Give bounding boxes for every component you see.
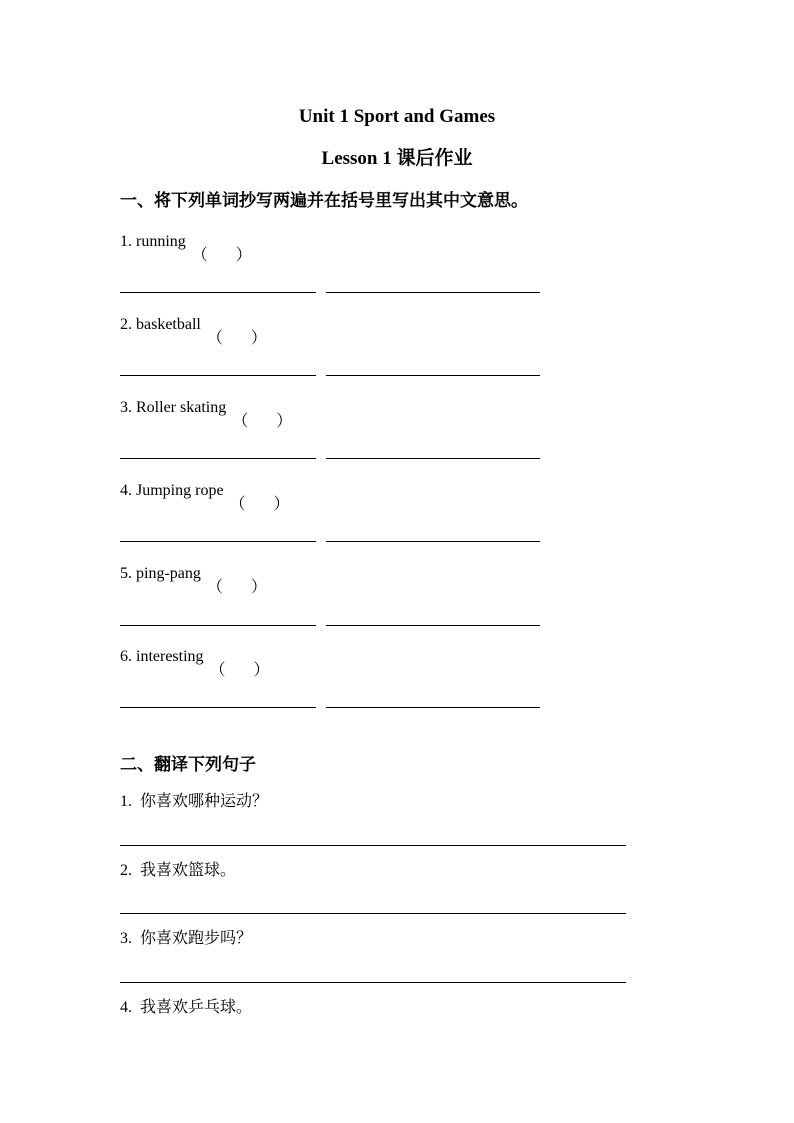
answer-line[interactable] <box>120 982 626 983</box>
word-label: 5. ping-pang <box>120 565 201 582</box>
word-label: 3. Roller skating <box>120 399 227 416</box>
copy-line-second[interactable] <box>326 375 540 376</box>
sentence-text: 你喜欢跑步吗？ <box>140 928 253 947</box>
section1-heading: 一、将下列单词抄写两遍并在括号里写出其中文意思。 <box>120 191 528 210</box>
copy-line-first[interactable] <box>120 707 316 708</box>
sentence-number: 4. <box>120 999 132 1016</box>
word-label: 2. basketball <box>120 316 201 333</box>
copy-line-first[interactable] <box>120 625 316 626</box>
unit-title: Unit 1 Sport and Games <box>298 106 496 127</box>
sentence-number: 2. <box>120 862 132 879</box>
answer-line[interactable] <box>120 913 626 914</box>
copy-line-second[interactable] <box>326 541 540 542</box>
word-label: 4. Jumping rope <box>120 482 224 499</box>
word-item: 2. basketball （ ） <box>120 316 267 347</box>
sentence-text: 我喜欢乒乓球。 <box>140 997 253 1016</box>
copy-line-first[interactable] <box>120 541 316 542</box>
word-item: 5. ping-pang （ ） <box>120 565 267 596</box>
sentence-number: 3. <box>120 930 132 947</box>
answer-line[interactable] <box>120 845 626 846</box>
word-label: 1. running <box>120 233 186 250</box>
word-label: 6. interesting <box>120 648 204 665</box>
sentence-item <box>120 997 252 1018</box>
copy-line-second[interactable] <box>326 707 540 708</box>
copy-line-first[interactable] <box>120 292 316 293</box>
sentence-number: 1. <box>120 793 132 810</box>
sentence-item <box>120 791 268 812</box>
sentence-text: 你喜欢哪种运动？ <box>140 791 269 810</box>
word-item: 3. Roller skating （ ） <box>120 399 293 430</box>
copy-line-second[interactable] <box>326 292 540 293</box>
lesson-title: Lesson 1 课后作业 <box>321 148 473 169</box>
sentence-text: 我喜欢篮球。 <box>140 860 237 879</box>
word-item: 4. Jumping rope （ ） <box>120 482 290 513</box>
section2-heading: 二、翻译下列句子 <box>120 755 256 774</box>
copy-line-second[interactable] <box>326 458 540 459</box>
sentence-item <box>120 928 252 949</box>
sentence-item <box>120 860 236 881</box>
word-item: 1. running （ ） <box>120 233 252 264</box>
word-item: 6. interesting （ ） <box>120 648 270 679</box>
copy-line-first[interactable] <box>120 375 316 376</box>
copy-line-second[interactable] <box>326 625 540 626</box>
copy-line-first[interactable] <box>120 458 316 459</box>
